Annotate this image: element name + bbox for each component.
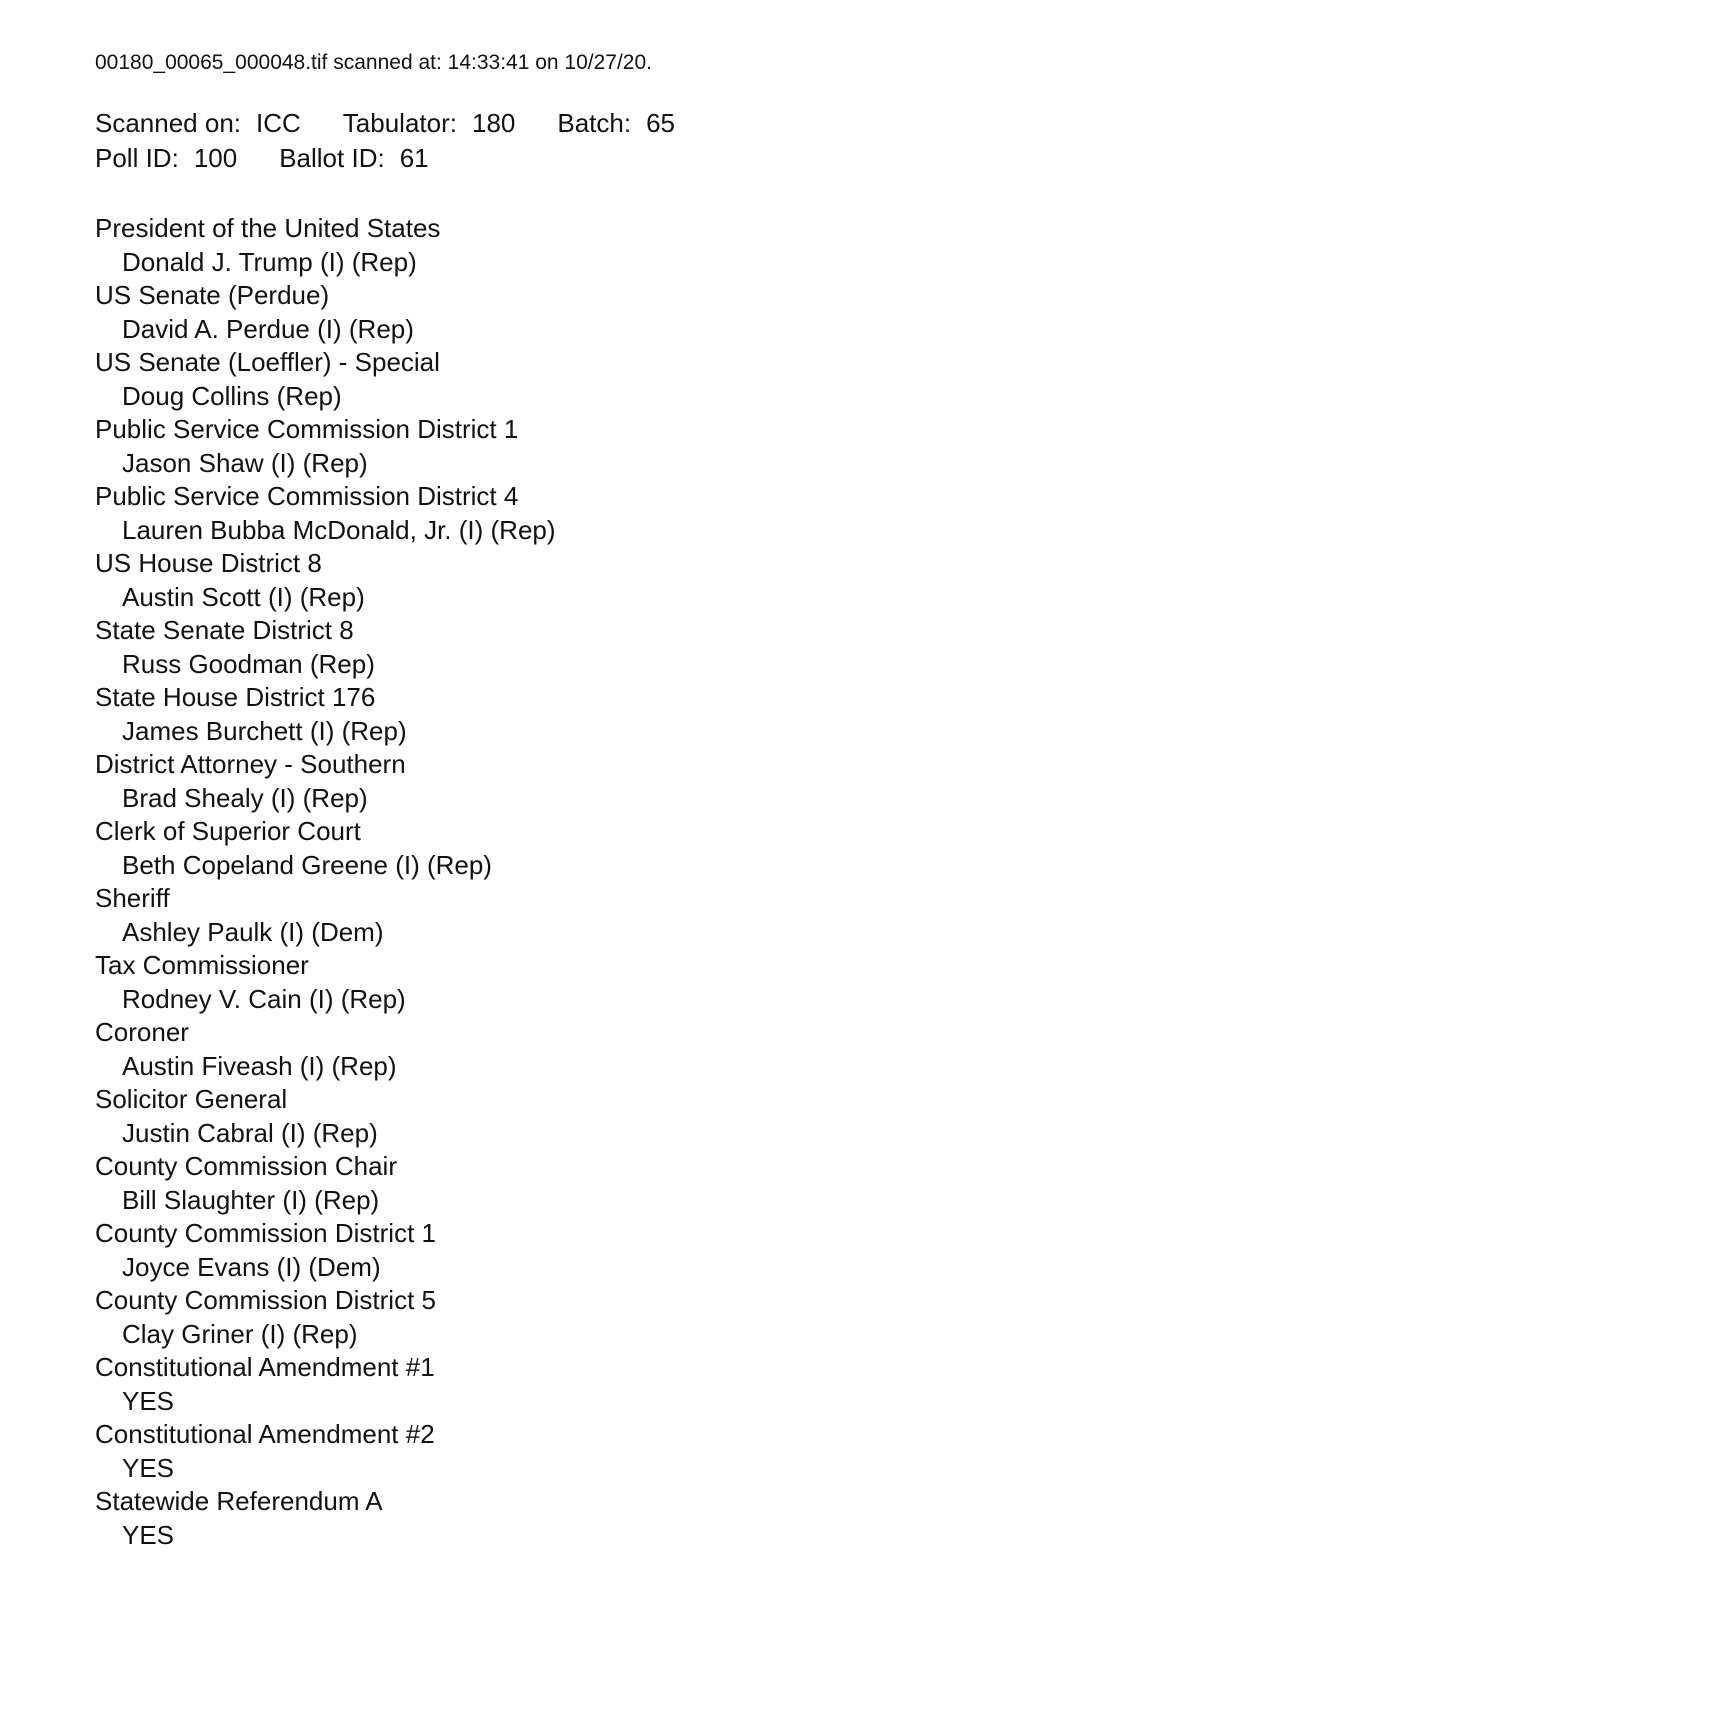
contest-selection: Jason Shaw (I) (Rep) bbox=[122, 447, 368, 478]
contest-title: Statewide Referendum A bbox=[95, 1486, 383, 1516]
info-pair bbox=[95, 108, 301, 138]
info-value: 180 bbox=[471, 108, 516, 138]
contest-selection: Rodney V. Cain (I) (Rep) bbox=[122, 983, 406, 1014]
contest-title: Tax Commissioner bbox=[95, 950, 309, 980]
contest-selection: Justin Cabral (I) (Rep) bbox=[122, 1117, 378, 1148]
contest-selection: Ashley Paulk (I) (Dem) bbox=[122, 916, 384, 947]
contest-selection: Austin Scott (I) (Rep) bbox=[122, 581, 365, 612]
contest-title: US Senate (Perdue) bbox=[95, 280, 330, 310]
contest-selection: Joyce Evans (I) (Dem) bbox=[122, 1251, 381, 1282]
info-value: 65 bbox=[646, 108, 676, 138]
contest-title: President of the United States bbox=[95, 213, 441, 243]
contest-title: Public Service Commission District 4 bbox=[95, 481, 519, 511]
info-label: Poll ID: bbox=[95, 143, 179, 173]
info-pair bbox=[557, 108, 675, 138]
contest-selection: Bill Slaughter (I) (Rep) bbox=[122, 1184, 380, 1215]
contest-selection: Russ Goodman (Rep) bbox=[122, 648, 375, 679]
info-pair bbox=[343, 108, 516, 138]
info-label: Tabulator: bbox=[342, 108, 457, 138]
scan-filename-line: 00180_00065_000048.tif scanned at: 14:33:41 on 10/27/20. bbox=[95, 51, 652, 74]
contest-selection: Lauren Bubba McDonald, Jr. (I) (Rep) bbox=[122, 514, 556, 545]
contest-selection: Donald J. Trump (I) (Rep) bbox=[122, 246, 417, 277]
contest-title: US House District 8 bbox=[95, 548, 322, 578]
contest-selection: YES bbox=[122, 1452, 175, 1483]
contest-selection: YES bbox=[122, 1519, 175, 1550]
contest-title: County Commission Chair bbox=[95, 1151, 397, 1181]
info-value: 100 bbox=[193, 143, 238, 173]
info-pair bbox=[95, 143, 237, 173]
contest-title: District Attorney - Southern bbox=[95, 749, 406, 779]
contest-title: Constitutional Amendment #2 bbox=[95, 1419, 435, 1449]
info-label: Batch: bbox=[557, 108, 632, 138]
contest-title: State Senate District 8 bbox=[95, 615, 354, 645]
scan-info-block bbox=[95, 106, 1595, 176]
contest-title: Public Service Commission District 1 bbox=[95, 414, 519, 444]
contest-selection: Beth Copeland Greene (I) (Rep) bbox=[122, 849, 492, 880]
contest-title: Sheriff bbox=[95, 883, 170, 913]
contest-selection: James Burchett (I) (Rep) bbox=[122, 715, 407, 746]
contest-selection: Clay Griner (I) (Rep) bbox=[122, 1318, 358, 1349]
info-value: ICC bbox=[256, 108, 301, 138]
info-pair bbox=[279, 143, 428, 173]
contest-selection: Doug Collins (Rep) bbox=[122, 380, 342, 411]
contest-selection: David A. Perdue (I) (Rep) bbox=[122, 313, 414, 344]
contest-title: County Commission District 1 bbox=[95, 1218, 436, 1248]
info-label: Ballot ID: bbox=[279, 143, 385, 173]
scan-info-row bbox=[95, 141, 1595, 176]
document-content bbox=[95, 50, 1595, 1552]
contest-title: US Senate (Loeffler) - Special bbox=[95, 347, 440, 377]
contest-title: Coroner bbox=[95, 1017, 189, 1047]
info-label: Scanned on: bbox=[95, 108, 242, 138]
contest-title: State House District 176 bbox=[95, 682, 376, 712]
contest-selection: YES bbox=[122, 1385, 175, 1416]
contest-selection: Brad Shealy (I) (Rep) bbox=[122, 782, 368, 813]
contest-title: Solicitor General bbox=[95, 1084, 288, 1114]
contest-selection: Austin Fiveash (I) (Rep) bbox=[122, 1050, 397, 1081]
contest-title: Constitutional Amendment #1 bbox=[95, 1352, 435, 1382]
contest-list bbox=[95, 212, 1595, 1552]
scan-info-row bbox=[95, 106, 1595, 141]
contest-title: Clerk of Superior Court bbox=[95, 816, 361, 846]
contest-title: County Commission District 5 bbox=[95, 1285, 436, 1315]
info-value: 61 bbox=[399, 143, 429, 173]
